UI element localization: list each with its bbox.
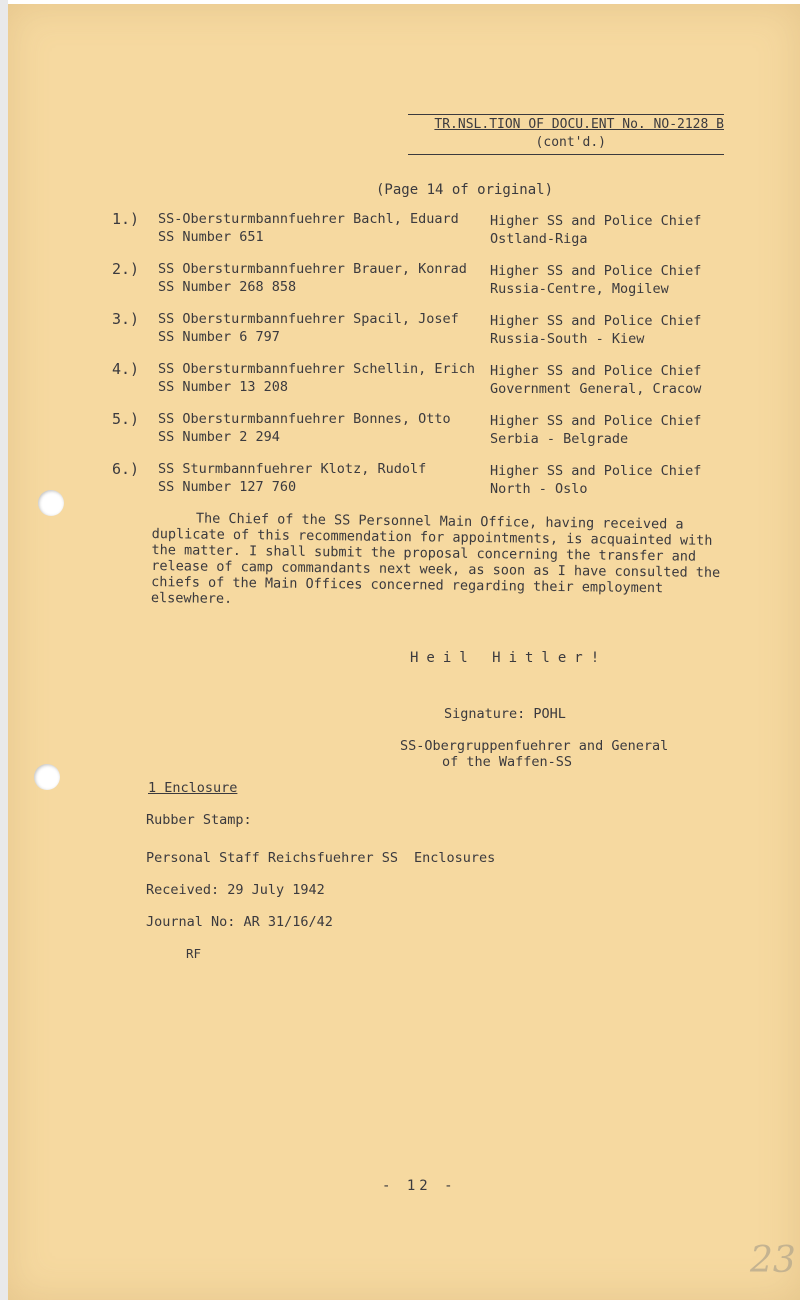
document-subtitle: (cont'd.) <box>408 134 724 155</box>
entry-person <box>158 460 426 496</box>
entry-position-region: Serbia - Belgrade <box>490 431 629 447</box>
entry-ss-number: SS Number 127 760 <box>158 479 297 495</box>
entry-number: 6.) <box>112 460 140 478</box>
entry-ss-number: SS Number 6 797 <box>158 329 280 345</box>
list-item <box>112 260 722 300</box>
closing-greeting: Heil Hitler! <box>410 650 608 666</box>
stamp-journal: Journal No: AR 31/16/42 <box>146 914 333 930</box>
entry-number: 1.) <box>112 210 140 228</box>
entry-rank-name: SS Obersturmbannfuehrer Schellin, Erich <box>158 361 475 377</box>
body-paragraph <box>151 510 740 613</box>
entry-position-title: Higher SS and Police Chief <box>490 213 702 229</box>
entry-ss-number: SS Number 651 <box>158 229 264 245</box>
entry-rank-name: SS-Obersturmbannfuehrer Bachl, Eduard <box>158 211 459 227</box>
punch-hole <box>34 764 60 790</box>
entry-person <box>158 260 467 296</box>
entry-position-region: Ostland-Riga <box>490 231 588 247</box>
stamp-label: Rubber Stamp: <box>146 812 252 828</box>
entry-person <box>158 210 459 246</box>
stamp-received: Received: 29 July 1942 <box>146 882 325 898</box>
page-number: - 12 - <box>382 1178 457 1194</box>
entry-position-title: Higher SS and Police Chief <box>490 463 702 479</box>
entry-rank-name: SS Obersturmbannfuehrer Spacil, Josef <box>158 311 459 327</box>
signature: Signature: POHL <box>444 706 566 722</box>
signatory-title-line1: SS-Obergruppenfuehrer and General <box>400 738 669 754</box>
entry-position-title: Higher SS and Police Chief <box>490 413 702 429</box>
entry-rank-name: SS Obersturmbannfuehrer Brauer, Konrad <box>158 261 467 277</box>
entry-person <box>158 410 451 446</box>
entry-number: 4.) <box>112 360 140 378</box>
document-page <box>8 4 800 1300</box>
entry-ss-number: SS Number 2 294 <box>158 429 280 445</box>
entry-position-region: Russia-Centre, Mogilew <box>490 281 669 297</box>
entry-number: 2.) <box>112 260 140 278</box>
entry-number: 5.) <box>112 410 140 428</box>
enclosure-note: 1 Enclosure <box>148 780 238 796</box>
page-reference: (Page 14 of original) <box>376 182 554 198</box>
entry-rank-name: SS Sturmbannfuehrer Klotz, Rudolf <box>158 461 427 477</box>
list-item <box>112 460 722 500</box>
punch-hole <box>38 490 64 516</box>
entry-ss-number: SS Number 268 858 <box>158 279 297 295</box>
entry-position <box>490 262 701 298</box>
list-item <box>112 210 722 250</box>
entry-position <box>490 212 701 248</box>
entry-ss-number: SS Number 13 208 <box>158 379 289 395</box>
stamp-initials: RF <box>186 946 202 961</box>
entry-position-title: Higher SS and Police Chief <box>490 363 702 379</box>
list-item <box>112 360 722 400</box>
entry-person <box>158 310 459 346</box>
signatory-title <box>400 738 668 770</box>
entry-position-title: Higher SS and Police Chief <box>490 313 702 329</box>
entry-position <box>490 412 701 448</box>
entry-person <box>158 360 475 396</box>
signatory-title-line2: of the Waffen-SS <box>442 754 573 770</box>
entry-position <box>490 312 701 348</box>
entry-position-title: Higher SS and Police Chief <box>490 263 702 279</box>
entry-rank-name: SS Obersturmbannfuehrer Bonnes, Otto <box>158 411 451 427</box>
list-item <box>112 410 722 450</box>
handwritten-number: 23 <box>750 1240 796 1281</box>
entry-number: 3.) <box>112 310 140 328</box>
page-edge <box>0 0 8 1300</box>
entry-position <box>490 462 701 498</box>
document-title: TR.NSL.TION OF DOCU.ENT No. NO-2128 B <box>408 114 724 134</box>
entry-position <box>490 362 701 398</box>
document-header <box>408 114 724 155</box>
list-item <box>112 310 722 350</box>
stamp-organization-line <box>146 850 495 866</box>
stamp-organization: Personal Staff Reichsfuehrer SS <box>146 850 398 866</box>
stamp-enclosures: Enclosures <box>413 850 496 866</box>
body-paragraph-text: The Chief of the SS Personnel Main Office, having received a duplicate of this recommendation for appointments, is acquainted with the matter. I shall submit the proposal concerning the transfer and release of camp commandants next week, as soon as I have consulted the chiefs of the Main Offices concerned regarding their employment elsewhere. <box>150 510 721 607</box>
entry-position-region: Government General, Cracow <box>490 381 702 397</box>
entry-position-region: Russia-South - Kiew <box>490 331 645 347</box>
entry-position-region: North - Oslo <box>490 481 588 497</box>
